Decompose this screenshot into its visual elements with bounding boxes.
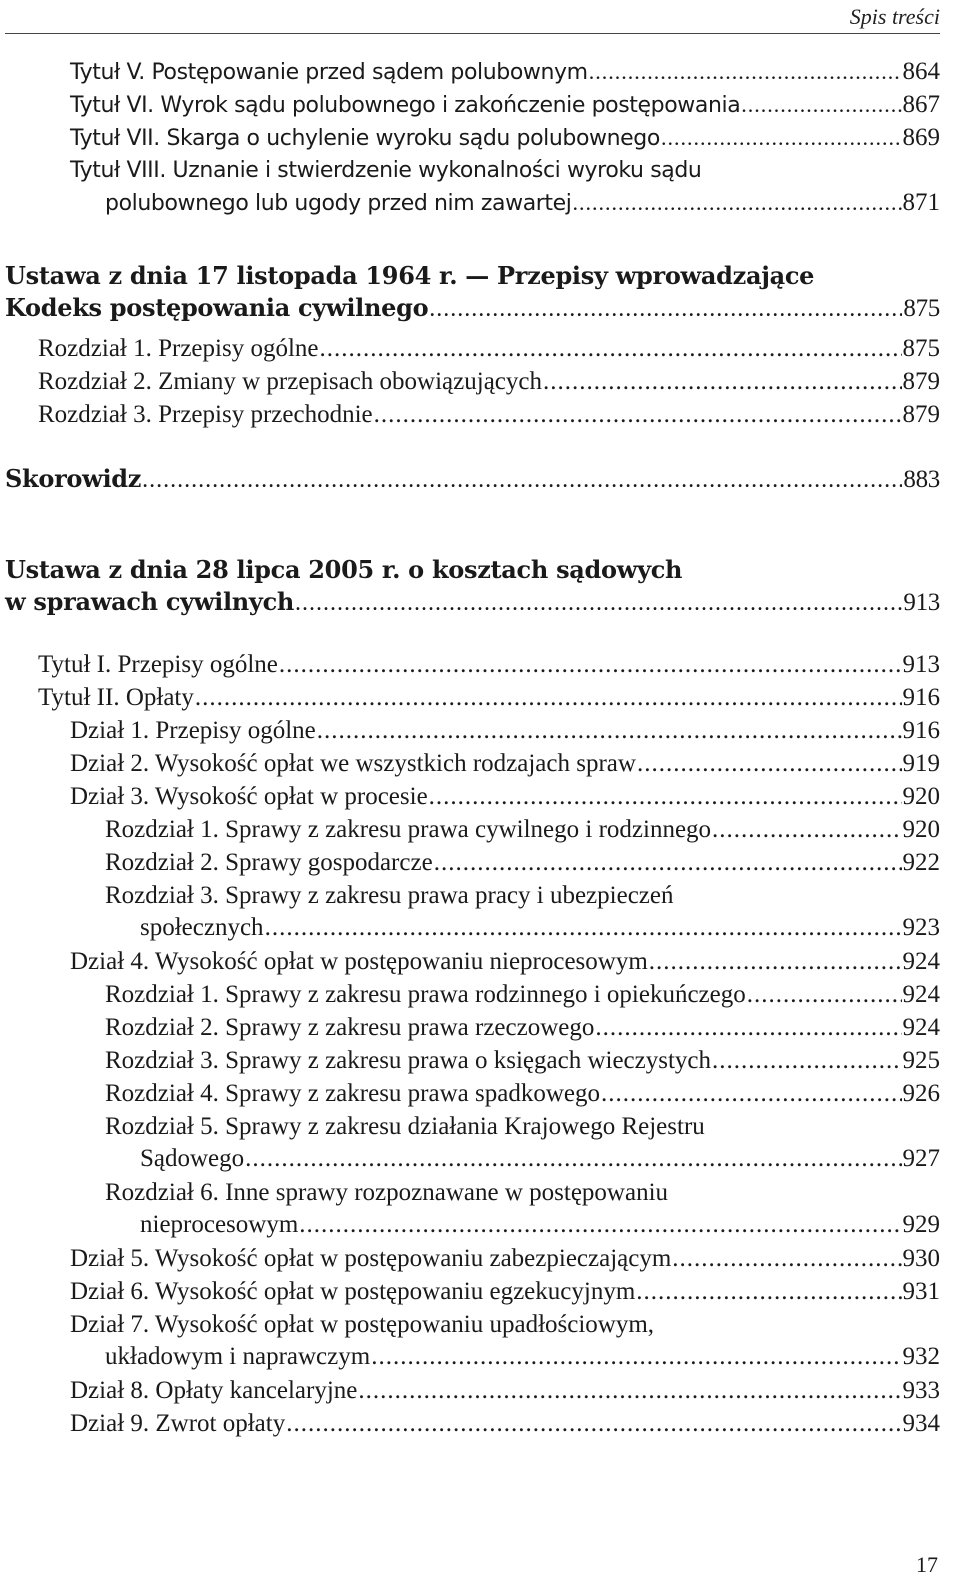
dot-leader [712,1045,901,1077]
toc-entry-title: społecznych [140,914,264,941]
toc-page-number: 920 [902,783,940,810]
toc-page-number: 934 [902,1410,940,1437]
toc-page-number: 932 [902,1343,940,1370]
toc-entry [105,880,940,944]
toc-page-number: 924 [902,981,940,1008]
toc-page-number: 869 [902,124,940,151]
toc-page-number: 875 [902,335,940,362]
toc-page-number: 925 [902,1047,940,1074]
toc-page-number: 933 [902,1377,940,1404]
toc-entry [105,1012,940,1044]
dot-leader [601,1078,902,1110]
toc-page-number: 879 [902,401,940,428]
dot-leader [317,715,902,747]
toc-page-number: 920 [902,816,940,843]
toc-entry [70,748,940,780]
toc-entry-title-line: Ustawa z dnia 28 lipca 2005 r. o kosztach sądowych [5,555,683,584]
toc-entry [70,1309,940,1373]
toc-entry-title-line: Tytuł VIII. Uznanie i stwierdzenie wykonalności wyroku sądu [70,158,702,183]
page-number: 17 [916,1552,938,1577]
toc-entry [105,979,940,1011]
toc-page-number: 929 [902,1211,940,1238]
dot-leader [371,1341,901,1373]
toc-entry-title: Tytuł I. Przepisy ogólne [38,651,278,678]
dot-leader [299,1209,901,1241]
toc-entry [70,715,940,747]
toc-heading [5,260,940,325]
toc-page-number: 864 [902,58,940,85]
toc-entry-title: Dział 5. Wysokość opłat w postępowaniu zabezpieczającym [70,1245,672,1272]
dot-leader [434,847,902,879]
toc-page-number: 913 [903,589,940,616]
toc-entry-title: polubownego lub ugody przed nim zawartej [105,191,572,216]
toc-entry [70,1375,940,1407]
dot-leader [295,586,902,619]
toc-entry [70,1408,940,1440]
toc-entry-title: Rozdział 4. Sprawy z zakresu prawa spadkowego [105,1080,600,1107]
toc-page-number: 871 [902,189,940,216]
toc-entry [38,682,940,714]
dot-leader [429,292,902,325]
dot-leader [712,814,901,846]
dot-leader [637,748,902,780]
toc-entry [70,155,940,220]
toc-entry-title: Tytuł VI. Wyrok sądu polubownego i zakończenie postępowania [70,93,741,118]
toc-entry [105,1045,940,1077]
running-header [0,0,960,36]
dot-leader [573,187,902,220]
toc-page-number: 930 [902,1245,940,1272]
dot-leader [649,946,902,978]
toc-entry [105,814,940,846]
toc-heading [5,554,940,619]
toc-page-number: 931 [902,1278,940,1305]
dot-leader [741,89,901,122]
toc-entry-title: Dział 1. Przepisy ogólne [70,717,316,744]
dot-leader [286,1408,901,1440]
toc-entry-title-line: Ustawa z dnia 17 listopada 1964 r. — Przepisy wprowadzające [5,261,815,290]
toc-page-number: 916 [902,717,940,744]
toc-entry [70,56,940,89]
toc-page-number: 883 [903,466,940,493]
toc-page-number: 924 [902,948,940,975]
toc-entry [105,1111,940,1175]
dot-leader [672,1243,901,1275]
toc-page-number: 916 [902,684,940,711]
toc-entry [38,399,940,431]
toc-entry-title-line: Rozdział 5. Sprawy z zakresu działania Krajowego Rejestru [105,1113,705,1140]
dot-leader [747,979,902,1011]
toc-entry-title: Kodeks postępowania cywilnego [5,293,429,322]
toc-entry [70,1276,940,1308]
toc-entry [38,333,940,365]
toc-entry-title: Dział 4. Wysokość opłat w postępowaniu nieprocesowym [70,948,648,975]
toc-entry-title: Tytuł V. Postępowanie przed sądem polubownym [70,60,588,85]
dot-leader [374,399,902,431]
toc-entry-title: Tytuł VII. Skarga o uchylenie wyroku sądu polubownego [70,126,660,151]
toc-entry-title: Rozdział 2. Zmiany w przepisach obowiązujących [38,368,542,395]
toc-entry-title: Rozdział 1. Przepisy ogólne [38,335,319,362]
toc-page-number: 924 [902,1014,940,1041]
toc-entry-title-line: Dział 7. Wysokość opłat w postępowaniu upadłościowym, [70,1311,655,1338]
toc-entry-title: Dział 3. Wysokość opłat w procesie [70,783,428,810]
toc-page-number: 867 [902,91,940,118]
toc-entry-title: w sprawach cywilnych [5,587,295,616]
toc-entry [38,649,940,681]
dot-leader [142,463,902,496]
dot-leader [320,333,902,365]
toc-entry-title: nieprocesowym [140,1211,299,1238]
toc-entry [105,1078,940,1110]
toc-page-number: 926 [902,1080,940,1107]
toc-entry-title: Tytuł II. Opłaty [38,684,194,711]
toc-entry-title: Rozdział 1. Sprawy z zakresu prawa cywilnego i rodzinnego [105,816,712,843]
toc-entry-title: Skorowidz [5,464,142,493]
toc-page-number: 927 [902,1145,940,1172]
toc-page-number: 875 [903,295,940,322]
toc-entry [105,847,940,879]
toc-entry-title: Sądowego [140,1145,245,1172]
dot-leader [661,122,902,155]
toc-entry [70,122,940,155]
toc-heading [5,463,940,496]
toc-entry-title: Rozdział 1. Sprawy z zakresu prawa rodzinnego i opiekuńczego [105,981,746,1008]
toc-entry-title: Rozdział 3. Przepisy przechodnie [38,401,373,428]
toc-entry-title: Dział 8. Opłaty kancelaryjne [70,1377,358,1404]
dot-leader [195,682,902,714]
dot-leader [265,912,902,944]
toc-entry [70,781,940,813]
dot-leader [636,1276,901,1308]
toc-entry-title-line: Rozdział 3. Sprawy z zakresu prawa pracy i ubezpieczeń [105,882,674,909]
toc-page-number: 922 [902,849,940,876]
toc-entry [105,1177,940,1241]
dot-leader [245,1143,901,1175]
toc-entry [70,89,940,122]
toc-entry [38,366,940,398]
toc-entry-title: Rozdział 2. Sprawy gospodarcze [105,849,433,876]
toc-entry-title: Dział 9. Zwrot opłaty [70,1410,286,1437]
toc-entry-title: układowym i naprawczym [105,1343,371,1370]
toc-entry-title: Dział 6. Wysokość opłat w postępowaniu egzekucyjnym [70,1278,636,1305]
toc-entry-title: Rozdział 2. Sprawy z zakresu prawa rzeczowego [105,1014,595,1041]
dot-leader [595,1012,901,1044]
toc-page-number: 919 [902,750,940,777]
dot-leader [589,56,902,89]
toc-entry [70,946,940,978]
toc-entry [70,1243,940,1275]
dot-leader [358,1375,901,1407]
toc-entry-title-line: Rozdział 6. Inne sprawy rozpoznawane w postępowaniu [105,1179,669,1206]
toc-entry-title: Rozdział 3. Sprawy z zakresu prawa o księgach wieczystych [105,1047,712,1074]
dot-leader [543,366,902,398]
header-rule [5,33,940,34]
toc-page-number: 913 [902,651,940,678]
toc-page-number: 923 [902,914,940,941]
dot-leader [279,649,902,681]
dot-leader [429,781,902,813]
toc-entry-title: Dział 2. Wysokość opłat we wszystkich rodzajach spraw [70,750,636,777]
running-header-title: Spis treści [849,4,940,29]
toc-page-number: 879 [902,368,940,395]
